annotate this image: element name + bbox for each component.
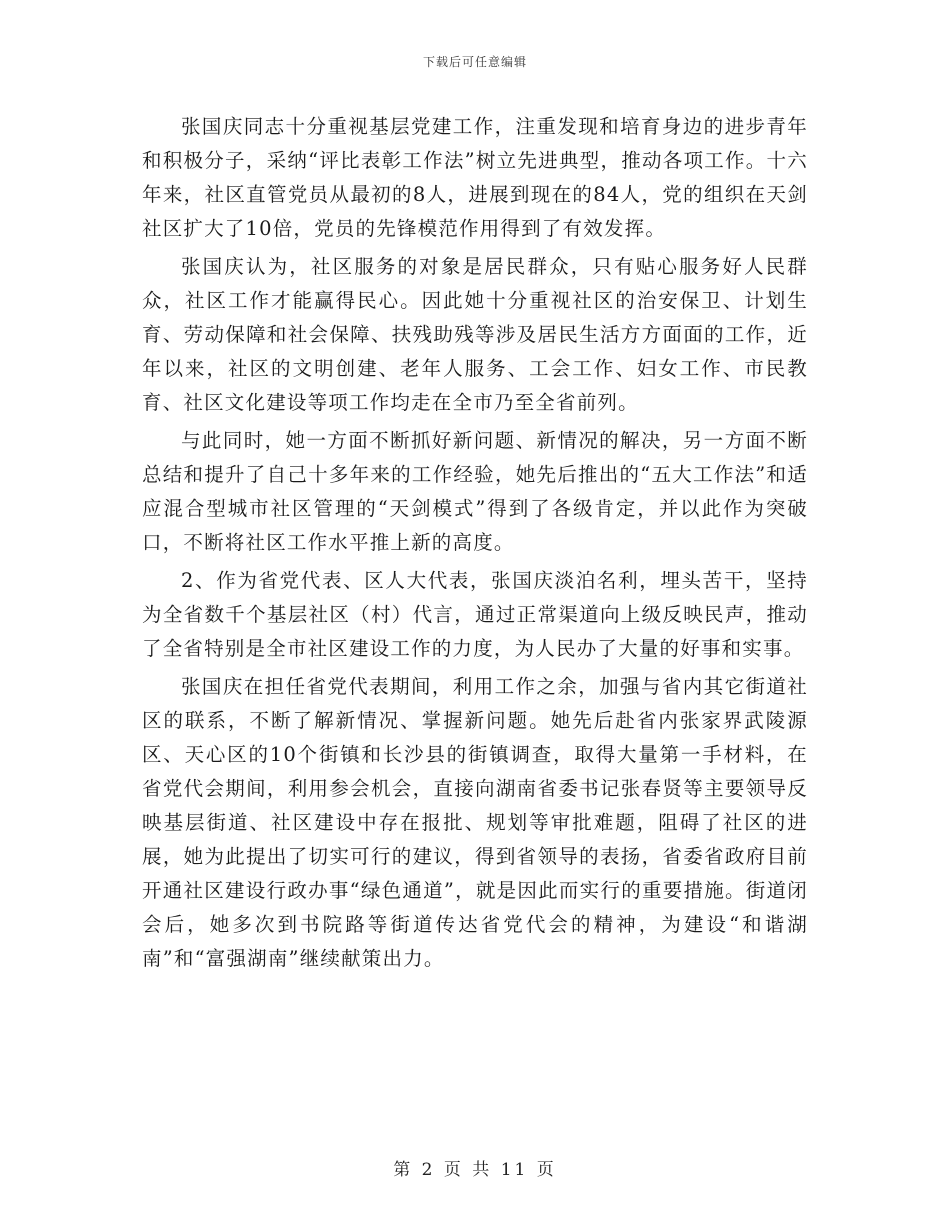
paragraph: 2、作为省党代表、区人大代表，张国庆淡泊名利，埋头苦干，坚持为全省数千个基层社区（村）代言，通过正常渠道向上级反映民声，推动了全省特别是全市社区建设工作的力度，为人民办了大量的好事和实事。 — [142, 569, 808, 660]
paragraph: 张国庆同志十分重视基层党建工作，注重发现和培育身边的进步青年和积极分子，采纳“评比表彰工作法”树立先进典型，推动各项工作。十六年来，社区直管党员从最初的8人，进展到现在的84人，党的组织在天剑社区扩大了10倍，党员的先锋模范作用得到了有效发挥。 — [142, 115, 808, 240]
paragraph: 张国庆认为，社区服务的对象是居民群众，只有贴心服务好人民群众，社区工作才能赢得民心。因此她十分重视社区的治安保卫、计划生育、劳动保障和社会保障、扶残助残等涉及居民生活方方面面的工作，近年以来，社区的文明创建、老年人服务、工会工作、妇女工作、市民教育、社区文化建设等项工作均走在全市乃至全省前列。 — [142, 255, 808, 414]
page-header: 下载后可任意编辑 — [422, 55, 527, 69]
paragraph: 张国庆在担任省党代表期间，利用工作之余，加强与省内其它街道社区的联系，不断了解新情况、掌握新问题。她先后赴省内张家界武陵源区、天心区的10个街镇和长沙县的街镇调查，取得大量第一手材料，在省党代会期间，利用参会机会，直接向湖南省委书记张春贤等主要领导反映基层街道、社区建设中存在报批、规划等审批难题，阻碍了社区的进展，她为此提出了切实可行的建议，得到省领导的表扬，省委省政府目前开通社区建设行政办事“绿色通道”，就是因此而实行的重要措施。街道闭会后，她多次到书院路等街道传达省党代会的精神，为建设“和谐湖南”和“富强湖南”继续献策出力。 — [142, 675, 808, 970]
paragraph: 与此同时，她一方面不断抓好新问题、新情况的解决，另一方面不断总结和提升了自己十多年来的工作经验，她先后推出的“五大工作法”和适应混合型城市社区管理的“天剑模式”得到了各级肯定，并以此作为突破口，不断将社区工作水平推上新的高度。 — [142, 429, 808, 554]
page-footer: 第 2 页 共 11 页 — [393, 1160, 557, 1180]
document-body — [142, 110, 808, 980]
